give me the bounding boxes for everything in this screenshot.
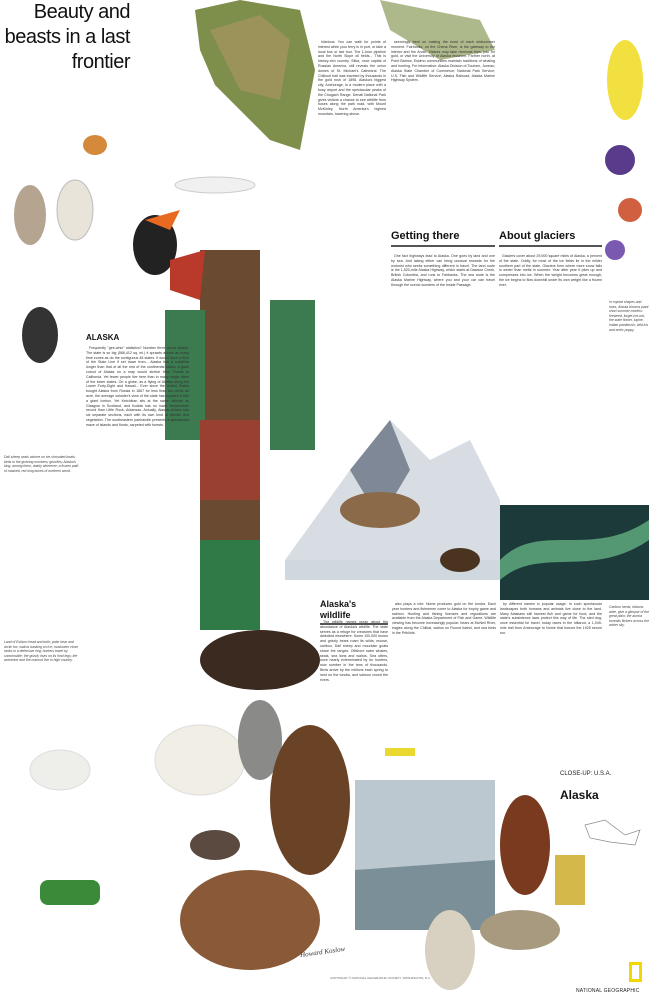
caption-animals: Land of Eskimo head and both; polar bear and arctic fox, walrus basking on ice; muskoxen close ranks in a defensive ring; hunters travel by snowmobile; the grizzly rises on its hind legs; the wolverine and the marmot live in high country. <box>4 640 79 663</box>
copyright-credit: COPYRIGHT © NATIONAL GEOGRAPHIC SOCIETY, WASHINGTON, D.C. <box>330 976 431 980</box>
closeup-label: CLOSE-UP: U.S.A. <box>560 771 612 777</box>
alaska-body: Frequently "gee-whiz" statistics? Number three about Alaska. The state is so big (586,412 sq. mi.) it sprawls across as many time zones as do the contiguous 48 states. It would have a third of the State Line if set down from... Alaska has a coastline longer than that of all the rest of the continental states. A giant cutout of Alaska on a map would stretch from Florida to California. Yet fewer people live here than in many single cities of the lower states. On a globe, as a flying of Alaska along the Lower Forty-Eight and Hawaii... Ever since the United States bought Alaska from Russia in 1867 for less than two cents an acre, the average outsider's view of the state has equated it with a giant icebox. Yet Ketchikan sits at the same latitude as Glasgow in Scotland, and Kodiak has no lower temperature record than Little Rock, Arkansas. Actually, Alaska divides into six separate sections, each with its own kind of climate and vegetation. The southeastern panhandle presents a spectacular maze of islands and fiords, carpeted with forests. <box>86 346 189 427</box>
aurora-scene <box>500 505 649 600</box>
wildlife-heading: Alaska's wildlife <box>320 599 388 625</box>
wildlife-body: The wildlife names mean about the abundance of Alaska's wildlife. The state serves as a refuge for creatures that have dwindled elsewhere. Some 100,000 brown and grizzly bears roam its wilds; moose, caribou, Dall sheep and mountain goats share the ranges. Offshore swim whales, seals, sea lions and walrus. Sea otters, once nearly exterminated by fur hunters, now number in the tens of thousands. Birds arrive by the millions each spring to nest on the tundra, and salmon crowd the rivers. <box>320 620 388 682</box>
wildflowers <box>605 40 643 260</box>
middle-body: hilarious. You can walk for points of interest while your ferry is in port, or take a local bus or taxi tour. The 1-hour pipeline and the North Slope oil fields... This is history-rich country. Sitka, once capital of Russian America, still reveals the onion domes of St. Michael's Cathedral. The Chilkoot trail was traveled by thousands in the gold rush of 1898. Alaska's biggest city, Anchorage, is a modern place with a busy airport and the spectacular peaks of the Chugach Range. Denali National Park gives visitors a chance to see wildlife from buses along the park road, with Mount McKinley, North America's highest mountain, towering above. <box>318 40 386 116</box>
caption-seal: Dall sheep seals ashore on ice-shrouded boats; birds in the growing numbers; grizzlies; Alaska's king, among them, dainty wherever; a frozen path of masked, red king boxes of northern wood. <box>4 455 79 473</box>
wildlife3-body: by different names in popular usage. In such spectacular landscapes both humans and animals live close to the land. Many Alaskans still harvest fish and game for food, and the state's subsistence laws protect this way of life. The sled dog, once essential for travel, today races in the Iditarod, a 1,049-mile trail from Anchorage to Nome that honors the 1925 serum run. <box>500 602 602 635</box>
getting-there-body: One fact highways lead to Alaska. One goes by land and one by sea. And taking either can bring unusual rewards for the motorist who seeks something different in travel. The land route is the 1,520-mile Alaska Highway, which starts at Dawson Creek, British Columbia, and runs to Fairbanks. The sea route is the Alaska Marine Highway, where you and your car can travel through the scenic wonders of the Inside Passage. <box>391 254 495 287</box>
alaska-heading: ALASKA <box>86 333 120 342</box>
glaciers-body: Glaciers cover about 29,000 square miles of Alaska, a percent of the state. Oddly, for most of the ice fields lie in the milder southern part of the state. Glaciers form where more snow falls in winter than melts in summer. Year after year it piles up and compresses into ice. When the weight becomes great enough, the ice begins to flow downhill under its own weight like a frozen river. <box>499 254 602 287</box>
artist-signature: Howard Koslow <box>299 944 346 960</box>
wildlife2-body: also plays a role: Nome produces gold on the tundra. Each year hunters and fishermen come to Alaska for trophy game and salmon. Hunting and fishing licenses and regulations are available from the Alaska Department of Fish and Game. Wildlife viewing has become increasingly popular: bears at McNeil River, eagles along the Chilkat, walrus on Round Island, and sea birds in the Pribilofs. <box>392 602 496 635</box>
national-geographic-logo-text: NATIONAL GEOGRAPHIC <box>576 988 640 994</box>
alaska-outline-icon <box>585 820 640 845</box>
getting-there-heading: Getting there <box>391 230 495 247</box>
caption-flowers: In myriad shapes and hues, Alaska blooms paint short summer months: fireweed, forget-me-not, the state flower, lupine, Indian paintbrush, wild iris and arctic poppy. <box>609 300 649 332</box>
about-glaciers-heading: About glaciers <box>499 230 602 247</box>
page-title: Beauty and beasts in a last frontier <box>4 1 130 73</box>
national-geographic-logo-icon <box>629 962 642 982</box>
closeup-title: Alaska <box>560 788 599 802</box>
caption-aurora: Caribou herds, ribbons wide, give a glimpse of the great plain; the aurora borealis flickers across the winter sky. <box>609 605 649 628</box>
glacier-harbor <box>355 748 495 930</box>
middle2-body: seemingly bent on making the most of each midsummer moment. Fairbanks, on the Chena River, is the gateway to the interior and the Arctic. Visitors may take riverboat trips, pan for gold, or visit the University of Alaska museum. Farther north, at Point Barrow, Eskimo communities maintain traditions of whaling and hunting. For information: Alaska Division of Tourism, Juneau; Alaska State Chamber of Commerce; National Park Service; U.S. Fish and Wildlife Service; Alaska Railroad; Alaska Marine Highway System. <box>391 40 495 83</box>
